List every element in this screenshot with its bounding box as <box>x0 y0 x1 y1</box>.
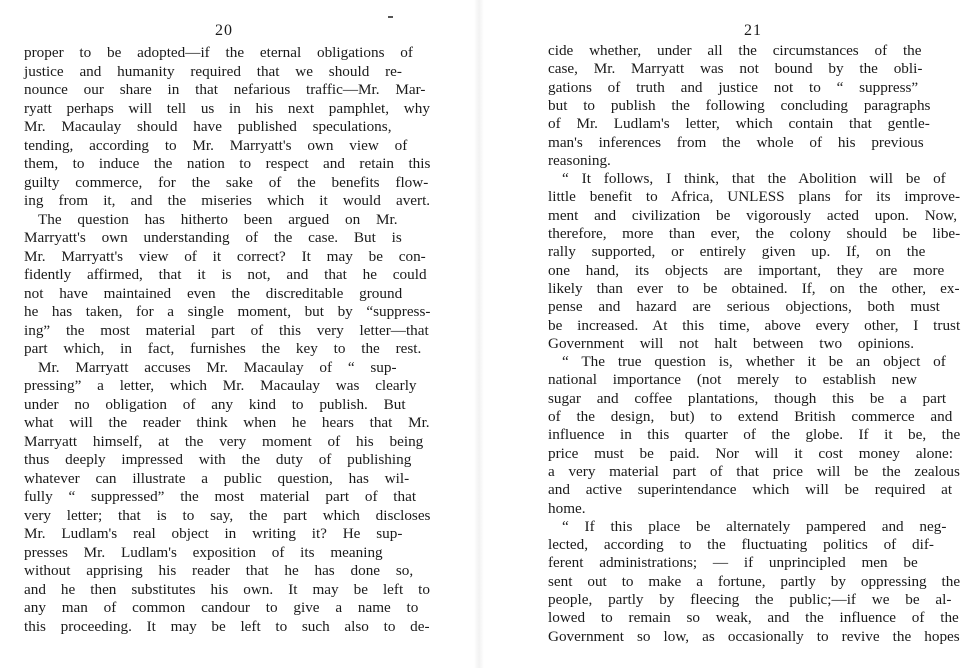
text-line: rally supported, or entirely given up. If, on the <box>548 243 926 261</box>
text-line: part which, in fact, furnishes the key to the rest. <box>24 340 422 357</box>
text-line: Government will not halt between two opinions. <box>548 334 914 352</box>
text-line: ing” the most material part of this very letter—that <box>24 321 429 339</box>
text-line: Mr. Marryatt's view of it correct? It may be con- <box>24 247 426 265</box>
text-line: justice and humanity required that we should re- <box>24 62 402 80</box>
text-line: pressing” a letter, which Mr. Macaulay was clearly <box>24 377 417 394</box>
text-line: sent out to make a fortune, partly by oppressing the <box>548 572 961 590</box>
text-line: what will the reader think when he hears that Mr. <box>24 414 430 431</box>
text-line: under no obligation of any kind to publish. But <box>24 395 406 413</box>
text-line: Mr. Macaulay should have published speculations, <box>24 118 392 135</box>
text-line: likely than ever to be obtained. If, on the other, ex- <box>548 279 960 297</box>
text-line: influence in this quarter of the globe. If it be, the <box>548 426 961 444</box>
text-line: case, Mr. Marryatt was not bound by the obli- <box>548 60 923 78</box>
text-line: The question has hitherto been argued on Mr. <box>38 210 398 228</box>
text-line: without apprising his reader that he has done so, <box>24 562 414 579</box>
text-line: he has taken, for a single moment, but by “suppress- <box>24 303 431 320</box>
text-line: gations of truth and justice not to “ suppress” <box>548 78 919 96</box>
text-line: nounce our share in that nefarious traffic—Mr. Mar- <box>24 81 426 98</box>
text-line: ryatt perhaps will tell us in his next pamphlet, why <box>24 99 430 117</box>
text-line: “ If this place be alternately pampered and neg- <box>562 517 947 535</box>
text-line: any man of common candour to give a name to <box>24 599 419 616</box>
text-line: them, to induce the nation to respect and retain this <box>24 155 431 172</box>
text-line: of Mr. Ludlam's letter, which contain that gentle- <box>548 115 930 133</box>
text-line: pense and hazard are serious objections, both must <box>548 298 940 316</box>
text-line: price must be paid. Nor will it cost money alone: <box>548 444 953 462</box>
text-line: national importance (not merely to establish new <box>548 371 917 389</box>
text-line: therefore, more than ever, the colony should be libe- <box>548 225 961 242</box>
text-line: not have maintained even the discreditable ground <box>24 284 403 302</box>
text-line: “ It follows, I think, that the Abolition will be of <box>562 170 946 188</box>
book-gutter <box>474 0 484 668</box>
text-line: reasoning. <box>548 151 611 169</box>
text-line: people, partly by fleecing the public;—if we be al- <box>548 591 952 608</box>
text-line: presses Mr. Ludlam's exposition of its meaning <box>24 543 383 561</box>
text-line: Marryatt's own understanding of the case. But is <box>24 229 402 246</box>
text-line: Mr. Marryatt accuses Mr. Macaulay of “ sup- <box>38 358 397 376</box>
text-line: lowed to remain so weak, and the influence of the <box>548 609 959 627</box>
text-line: ing from it, and the miseries which it would avert. <box>24 192 431 209</box>
text-line: but to publish the following concluding paragraphs <box>548 96 931 114</box>
text-line: sugar and coffee plantations, though this be a part <box>548 389 947 407</box>
text-line: man's inferences from the whole of his previous <box>548 133 924 151</box>
text-line: Mr. Ludlam's real object in writing it? He sup- <box>24 525 403 542</box>
text-line: “ The true question is, whether it be an object of <box>562 353 946 371</box>
text-line: tending, according to Mr. Marryatt's own view of <box>24 136 408 154</box>
left-page <box>0 0 470 668</box>
text-line: and he then substitutes his own. It may be left to <box>24 580 430 598</box>
text-line: fidently affirmed, that it is not, and that he could <box>24 266 427 283</box>
text-line: thus deeply impressed with the duty of publishing <box>24 451 412 468</box>
text-line: home. <box>548 499 586 517</box>
text-line: of the design, but) to extend British commerce and <box>548 408 953 425</box>
text-line: whatever can illustrate a public question, has wil- <box>24 469 410 487</box>
text-line: cide whether, under all the circumstances of the <box>548 42 922 59</box>
text-line: proper to be adopted—if the eternal obligations of <box>24 44 413 61</box>
page-number: 21 <box>744 22 762 39</box>
text-line: little benefit to Africa, UNLESS plans for its improve- <box>548 188 961 206</box>
text-line: one hand, its objects are important, they are more <box>548 261 945 279</box>
text-line: guilty commerce, for the sake of the benefits flow- <box>24 173 429 191</box>
text-line: Marryatt himself, at the very moment of his being <box>24 432 424 450</box>
text-line: Government so low, as occasionally to revive the hopes <box>548 627 960 645</box>
right-page <box>490 0 980 668</box>
text-line: and active superintendance which will be required at <box>548 481 953 499</box>
text-line: ment and civilization be vigorously acted upon. Now, <box>548 206 958 224</box>
text-line: very letter; that is to say, the part which discloses <box>24 506 431 524</box>
text-line: lected, according to the fluctuating politics of dif- <box>548 536 934 554</box>
text-line: a very material part of that price will be the zealous <box>548 462 960 480</box>
text-line: this proceeding. It may be left to such also to de- <box>24 617 430 635</box>
text-line: ferent administrations; — if unprincipled men be <box>548 554 918 572</box>
page-number: 20 <box>215 22 233 39</box>
text-line: fully “ suppressed” the most material part of that <box>24 488 417 505</box>
text-line: be increased. At this time, above every other, I trust <box>548 316 961 334</box>
